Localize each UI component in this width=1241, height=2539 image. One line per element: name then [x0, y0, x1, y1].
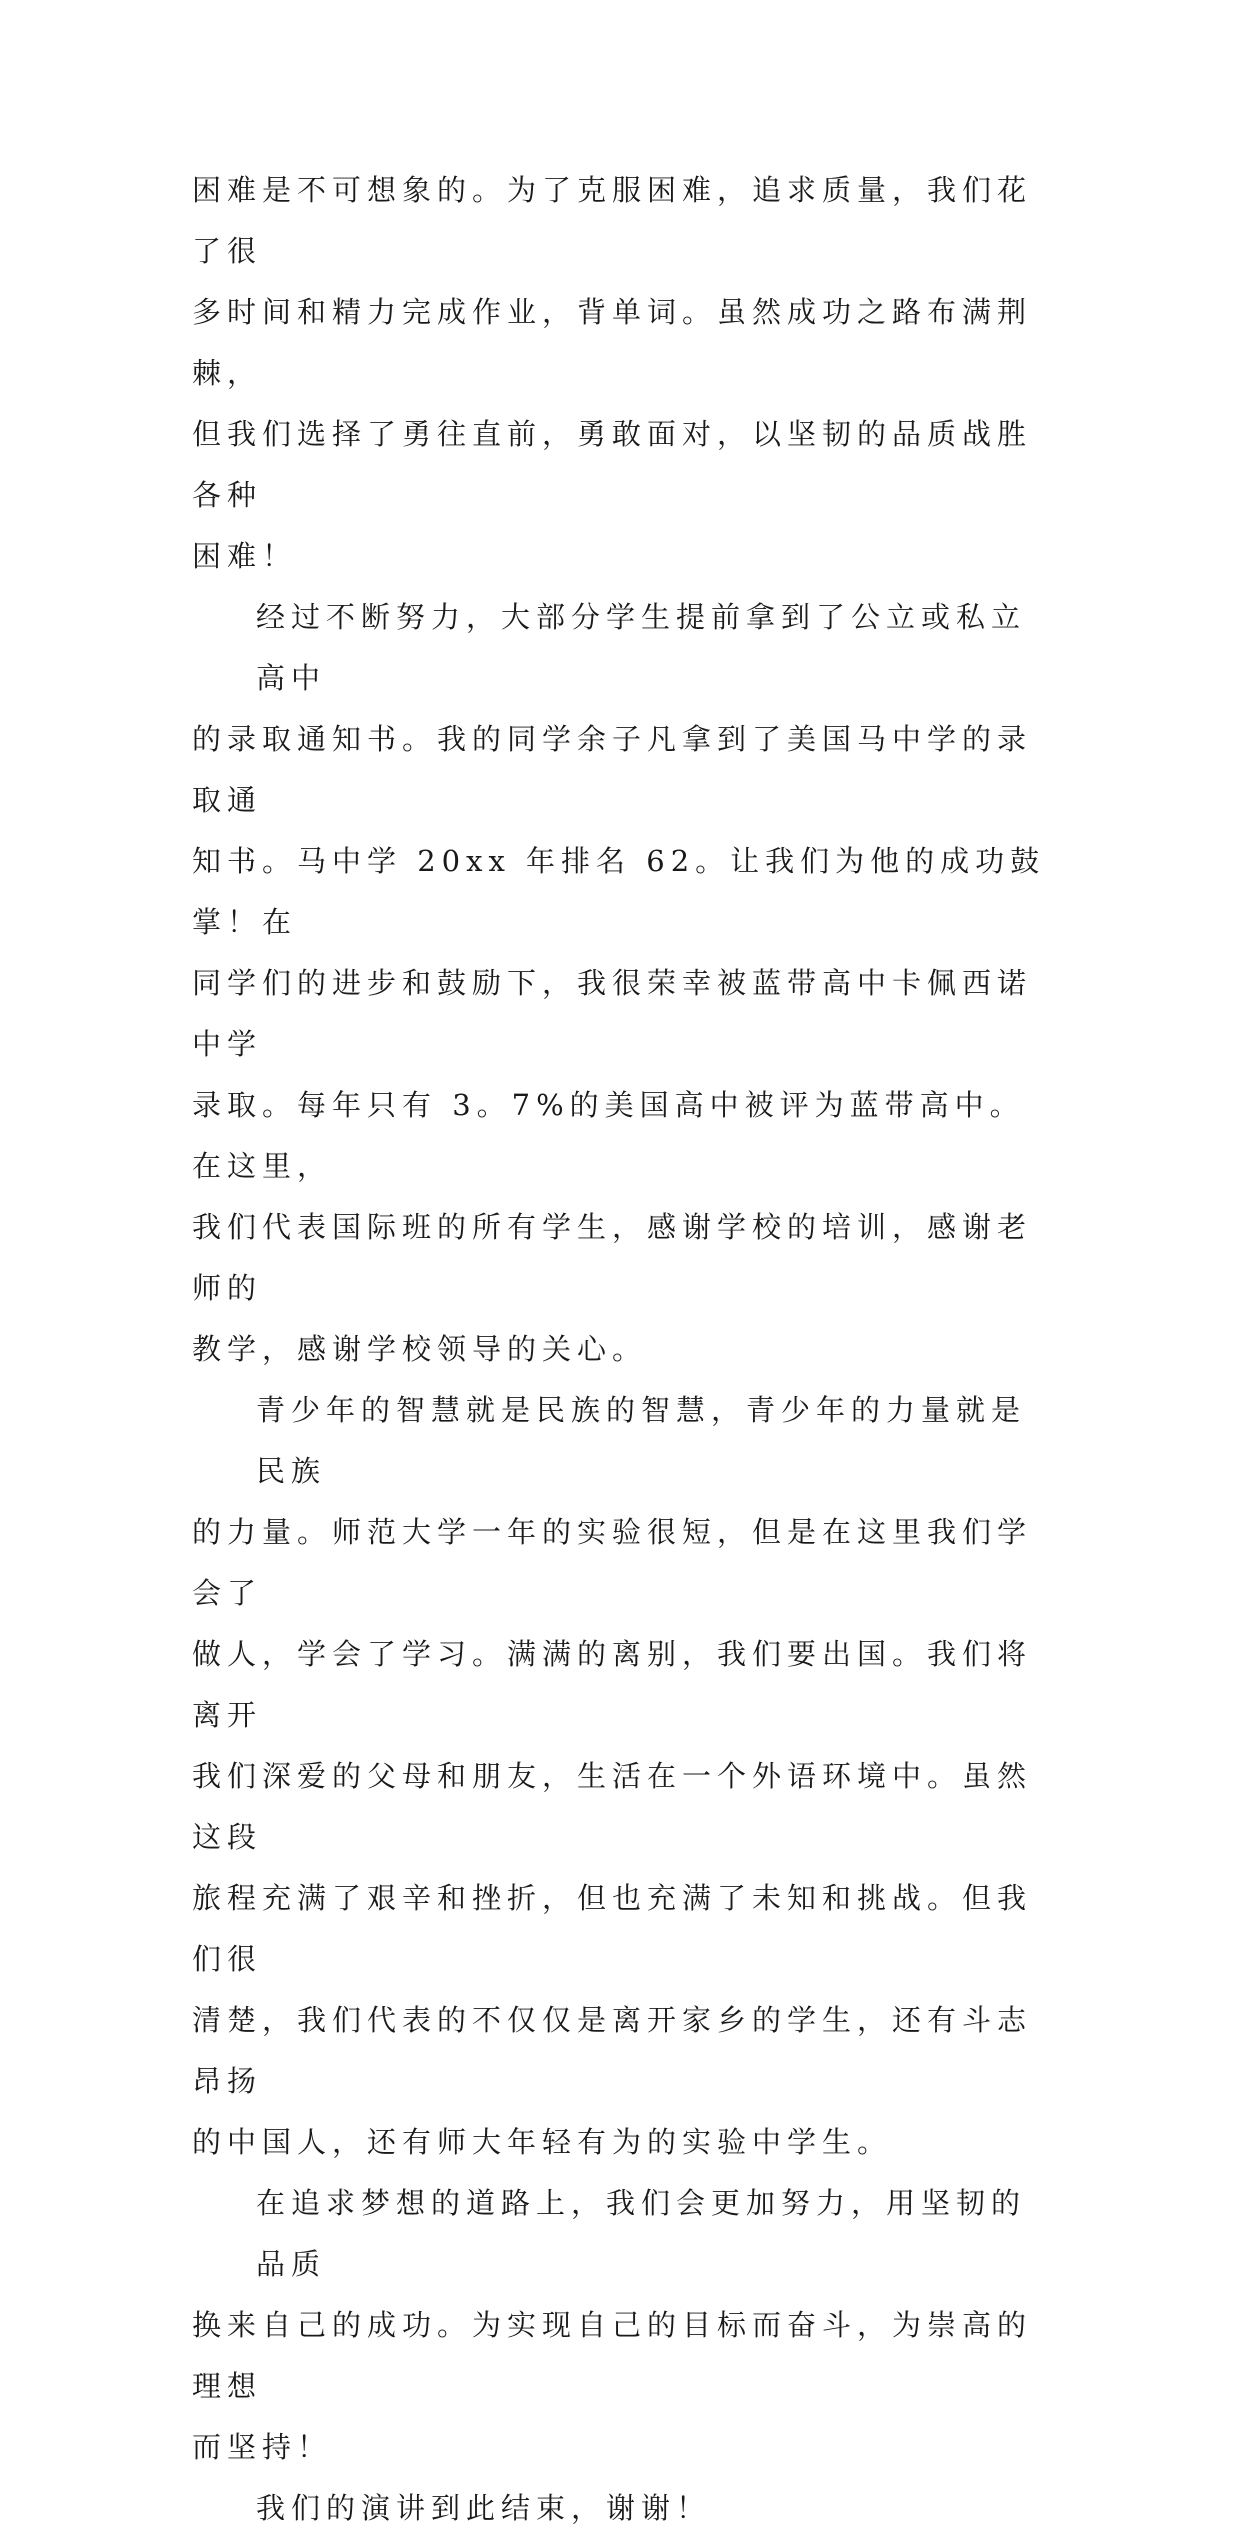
- text-line: 困难是不可想象的。为了克服困难，追求质量，我们花了很: [192, 173, 1033, 268]
- text-line: 经过不断努力，大部分学生提前拿到了公立或私立高中: [256, 600, 1027, 695]
- text-line: 但我们选择了勇往直前，勇敢面对，以坚韧的品质战胜各种: [192, 417, 1033, 512]
- text-line: 的中国人，还有师大年轻有为的实验中学生。: [192, 2125, 893, 2159]
- text-line: 多时间和精力完成作业，背单词。虽然成功之路布满荆棘，: [192, 295, 1033, 390]
- paragraph-4: [192, 2173, 1052, 2478]
- paragraph-3: [192, 1380, 1052, 2173]
- text-line: 做人，学会了学习。满满的离别，我们要出国。我们将离开: [192, 1637, 1033, 1732]
- text-line: 知书。马中学 20xx 年排名 62。让我们为他的成功鼓掌！在: [192, 844, 1046, 939]
- text-line: 困难！: [192, 539, 298, 573]
- paragraph-5: [192, 2478, 1052, 2539]
- document-body: [192, 160, 1052, 2539]
- text-line: 青少年的智慧就是民族的智慧，青少年的力量就是民族: [256, 1393, 1027, 1488]
- text-line: 换来自己的成功。为实现自己的目标而奋斗，为崇高的理想: [192, 2308, 1033, 2403]
- text-line: 我们的演讲到此结束，谢谢！: [256, 2491, 712, 2525]
- text-line: 清楚，我们代表的不仅仅是离开家乡的学生，还有斗志昂扬: [192, 2003, 1033, 2098]
- text-line: 在追求梦想的道路上，我们会更加努力，用坚韧的品质: [256, 2186, 1027, 2281]
- text-line: 我们深爱的父母和朋友，生活在一个外语环境中。虽然这段: [192, 1759, 1033, 1854]
- text-line: 旅程充满了艰辛和挫折，但也充满了未知和挑战。但我们很: [192, 1881, 1033, 1976]
- paragraph-1: [192, 160, 1052, 587]
- text-line: 的力量。师范大学一年的实验很短，但是在这里我们学会了: [192, 1515, 1033, 1610]
- paragraph-2: [192, 587, 1052, 1380]
- text-line: 录取。每年只有 3。7%的美国高中被评为蓝带高中。在这里，: [192, 1088, 1025, 1183]
- text-line: 同学们的进步和鼓励下，我很荣幸被蓝带高中卡佩西诺中学: [192, 966, 1033, 1061]
- text-line: 教学，感谢学校领导的关心。: [192, 1332, 648, 1366]
- text-line: 而坚持！: [192, 2430, 333, 2464]
- text-line: 的录取通知书。我的同学余子凡拿到了美国马中学的录取通: [192, 722, 1033, 817]
- text-line: 我们代表国际班的所有学生，感谢学校的培训，感谢老师的: [192, 1210, 1033, 1305]
